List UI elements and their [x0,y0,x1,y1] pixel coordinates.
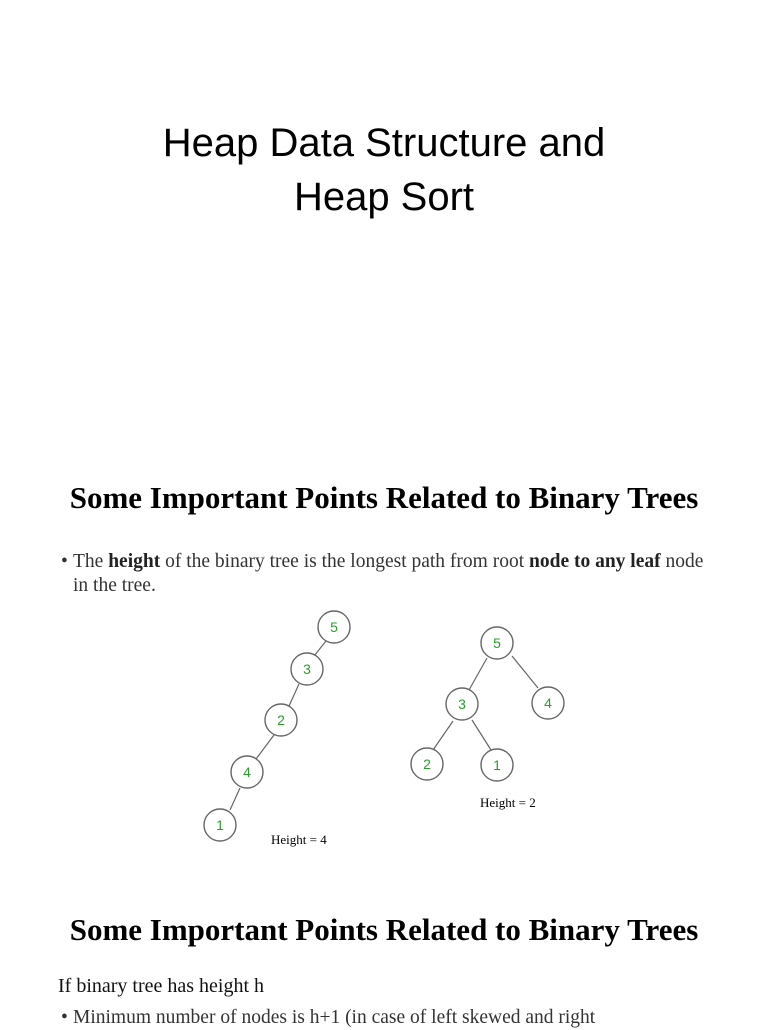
bullet-bold-text: height [108,551,161,572]
svg-text:1: 1 [216,817,224,833]
tree-edge [289,684,299,706]
bullet-text: node in the tree. [73,551,704,596]
svg-text:3: 3 [303,661,311,677]
svg-text:1: 1 [493,757,501,773]
left-tree-caption: Height = 4 [271,832,327,847]
slide-binary-tree-nodes [0,864,768,1028]
right-tree-node-leaf [481,749,513,781]
presentation-title [0,116,768,224]
left-tree-node [265,704,297,736]
bullet-marker: • [61,551,68,572]
tree-edge [256,735,274,759]
tree-edge [512,656,538,688]
title-line-1: Heap Data Structure and [162,121,606,165]
tree-edge [433,721,453,750]
bullet-marker: • [61,1007,68,1028]
slide-title [0,0,768,432]
left-tree-node-leaf [204,809,236,841]
bullet-text: Minimum number of nodes is h+1 (in case of left skewed and right [73,1007,596,1028]
svg-text:5: 5 [493,635,501,651]
title-line-2: Heap Sort [293,175,475,219]
bullet-min-nodes [61,1006,763,1030]
tree-edge [314,641,326,656]
svg-text:5: 5 [330,619,338,635]
tree-diagrams [0,432,768,864]
left-tree-node [291,653,323,685]
right-tree-node [446,688,478,720]
slide-binary-tree-height [0,432,768,864]
svg-text:2: 2 [277,712,285,728]
svg-text:2: 2 [423,756,431,772]
slide-heading: Some Important Points Related to Binary Trees [69,480,699,515]
tree-edge [472,720,491,750]
right-tree-node [532,687,564,719]
svg-text:4: 4 [544,695,552,711]
bullet-text: The [73,551,109,572]
left-tree-node-root [318,611,350,643]
intro-text: If binary tree has height h [58,975,265,997]
svg-text:4: 4 [243,764,251,780]
bullet-text: of the binary tree is the longest path from root [160,551,529,572]
tree-edge [230,788,240,810]
svg-text:3: 3 [458,696,466,712]
right-tree-caption: Height = 2 [480,795,536,810]
right-tree-node-root [481,627,513,659]
bullet-bold-text: node to any leaf [529,551,661,572]
left-tree-node [231,756,263,788]
slide-heading: Some Important Points Related to Binary Trees [69,912,699,947]
right-tree-node-leaf [411,748,443,780]
tree-edge [469,658,487,690]
